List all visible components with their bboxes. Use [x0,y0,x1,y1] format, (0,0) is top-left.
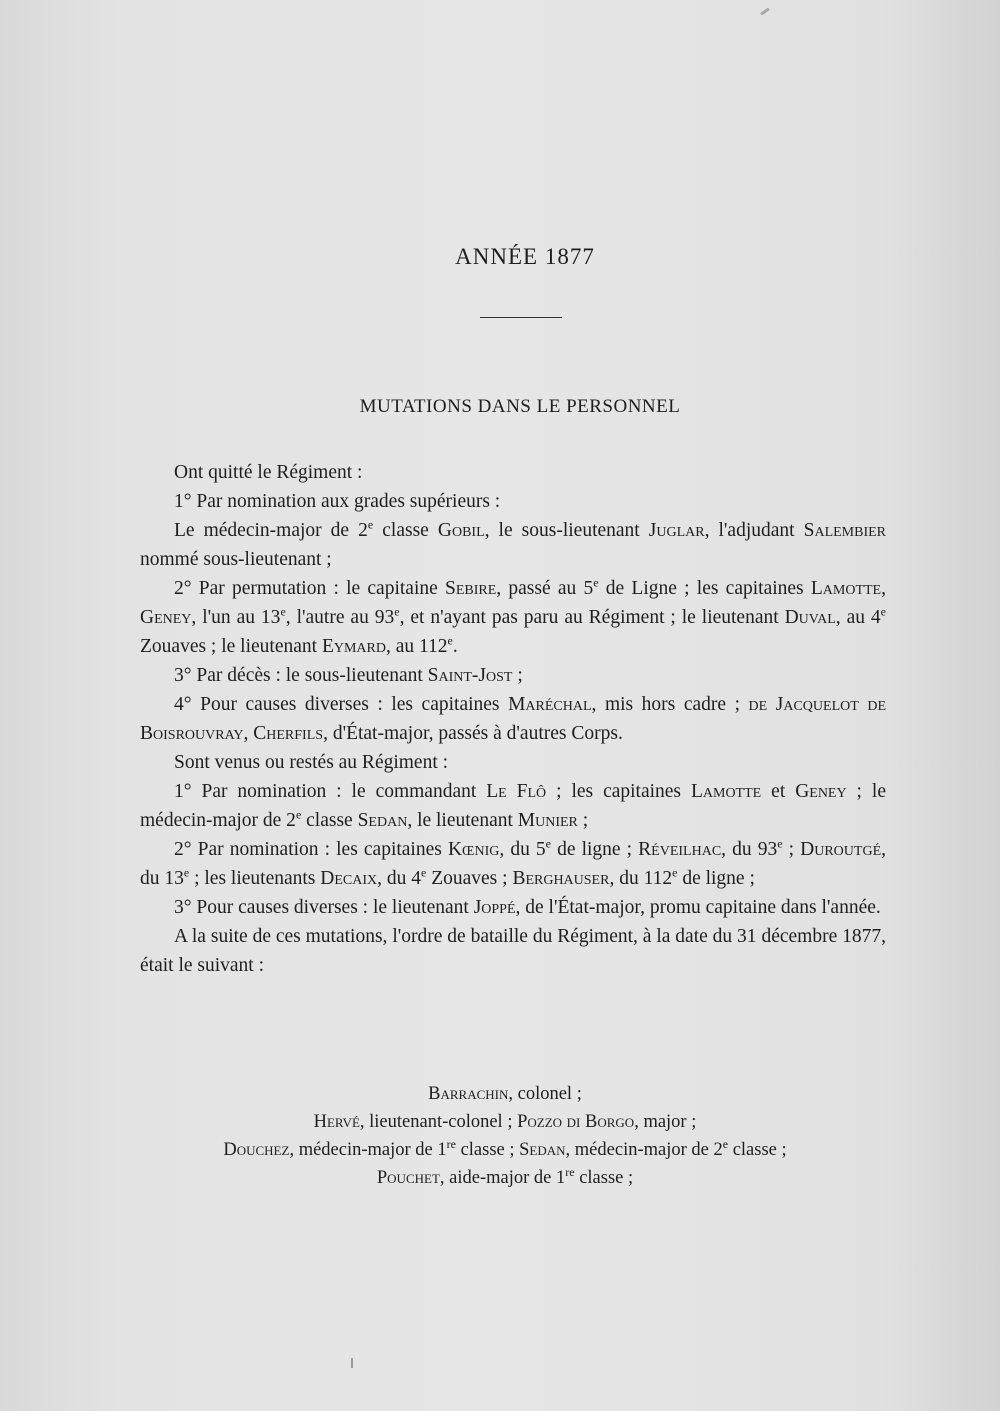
person-name: Geney [795,781,847,802]
page-title: ANNÉE 1877 [455,244,595,269]
person-name: Pozzo di Borgo [517,1112,635,1132]
person-name: Lamotte [690,781,762,802]
person-name: Cherfils [253,723,324,744]
paragraph: 2° Par nomination : les capitaines Kœnig, du 5e de ligne ; Réveilhac, du 93e ; Duroutgé, du 13e ; les lieutenants Decaix, du 4e Zouaves ; Berghauser, du 112e de ligne ; [140,836,886,889]
paragraph: 1° Par nomination aux grades supérieurs : [174,491,501,512]
person-name: Barrachin [428,1084,509,1104]
paragraph: 3° Par décès : le sous-lieutenant Saint-Jost ; [174,665,523,686]
person-name: Gobil [437,520,485,541]
person-name: Berghauser [512,868,610,889]
person-name: Sebire [445,578,497,599]
person-name: Decaix [320,868,378,889]
paragraph: Sont venus ou restés au Régiment : [174,752,449,773]
person-name: Munier [517,810,578,831]
person-name: Duroutgé [800,839,882,860]
paragraph: Ont quitté le Régiment : [174,462,363,483]
person-name: Douchez [223,1140,290,1160]
paragraph: Le médecin-major de 2e classe Gobil, le sous-lieutenant Juglar, l'adjudant Salembier nommé sous-lieutenant ; [140,517,887,570]
person-name: Lamotte [810,578,882,599]
title-divider [480,317,562,318]
staff-line: Hervé, lieutenant-colonel ; Pozzo di Borgo, major ; [313,1112,697,1132]
person-name: Le Flô [486,781,547,802]
person-name: Maréchal [508,694,592,715]
staff-list [0,1080,1000,1192]
paper-mark [351,1358,353,1368]
person-name: Kœnig [447,839,500,860]
person-name: Salembier [803,520,887,541]
person-name: Juglar [648,520,705,541]
person-name: de Jacquelot de Boisrouvray [140,694,886,744]
person-name: Hervé [313,1112,360,1132]
paragraph: 3° Pour causes diverses : le lieutenant Joppé, de l'État-major, promu capitaine dans l'année. [174,897,881,918]
person-name: Sedan [519,1140,566,1160]
staff-line: Barrachin, colonel ; [428,1084,582,1104]
person-name: Duval [784,607,836,628]
section-heading: MUTATIONS DANS LE PERSONNEL [359,396,681,417]
person-name: Saint-Jost [427,665,513,686]
paragraph: 4° Pour causes diverses : les capitaines Maréchal, mis hors cadre ; de Jacquelot de Boisrouvray, Cherfils, d'État-major, passés à d'autres Corps. [140,694,886,744]
person-name: Sedan [357,810,408,831]
staff-line: Pouchet, aide-major de 1re classe ; [376,1164,634,1188]
body-text [140,458,886,980]
paper-mark [760,7,770,15]
person-name: Eymard [321,636,386,657]
person-name: Pouchet [376,1168,440,1188]
paragraph: 1° Par nomination : le commandant Le Flô ; les capitaines Lamotte et Geney ; le médecin-major de 2e classe Sedan, le lieutenant Munier ; [140,781,886,831]
person-name: Geney [140,607,192,628]
staff-line: Douchez, médecin-major de 1re classe ; Sedan, médecin-major de 2e classe ; [223,1136,787,1160]
person-name: Joppé [473,897,516,918]
paragraph: 2° Par permutation : le capitaine Sebire, passé au 5e de Ligne ; les capitaines Lamotte, Geney, l'un au 13e, l'autre au 93e, et n'ayant pas paru au Régiment ; le lieutenant Duval, au 4e Zouaves ; le lieutenant Eymard, au 112e. [140,575,886,657]
paragraph: A la suite de ces mutations, l'ordre de bataille du Régiment, à la date du 31 décembre 1877, était le suivant : [140,926,886,976]
person-name: Réveilhac [638,839,722,860]
